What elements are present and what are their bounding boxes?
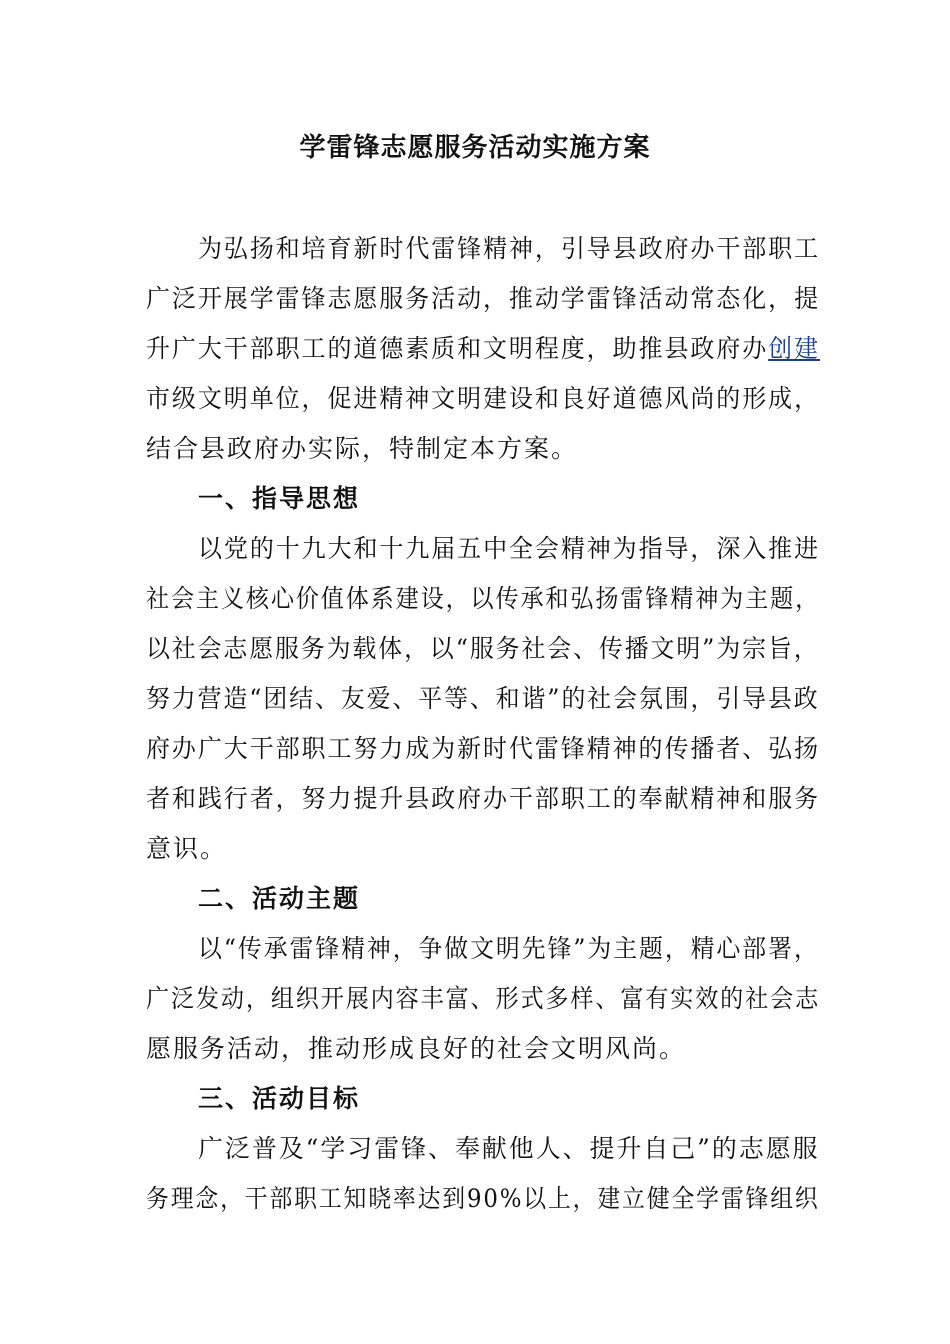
section-2-line-3: 愿服务活动，推动形成良好的社会文明风尚。 xyxy=(146,1034,687,1063)
section-2-line-2: 广泛发动，组织开展内容丰富、形式多样、富有实效的社会志 xyxy=(146,984,821,1013)
section-2-line-1: 以“传承雷锋精神，争做文明先锋”为主题，精心部署， xyxy=(198,934,820,963)
section-1-line-6: 者和践行者，努力提升县政府办干部职工的奉献精神和服务 xyxy=(146,784,821,813)
section-heading-guiding-ideology: 一、指导思想 xyxy=(198,484,361,513)
section-3-line-1: 广泛普及“学习雷锋、奉献他人、提升自己”的志愿服 xyxy=(198,1134,820,1163)
section-heading-activity-theme: 二、活动主题 xyxy=(198,884,361,913)
section-1-line-5: 府办广大干部职工努力成为新时代雷锋精神的传播者、弘扬 xyxy=(146,734,821,763)
intro-line-4: 市级文明单位，促进精神文明建设和良好道德风尚的形成， xyxy=(146,384,821,413)
intro-line-5: 结合县政府办实际，特制定本方案。 xyxy=(146,434,579,463)
document-title: 学雷锋志愿服务活动实施方案 xyxy=(299,133,651,163)
section-3-line-2: 务理念，干部职工知晓率达到90%以上，建立健全学雷锋组织 xyxy=(146,1184,820,1213)
section-heading-activity-goals: 三、活动目标 xyxy=(198,1084,361,1113)
section-1-line-2: 社会主义核心价值体系建设，以传承和弘扬雷锋精神为主题， xyxy=(146,584,821,613)
intro-line-2: 广泛开展学雷锋志愿服务活动，推动学雷锋活动常态化，提 xyxy=(146,284,821,313)
section-1-line-7: 意识。 xyxy=(146,834,228,863)
section-1-line-3: 以社会志愿服务为载体，以“服务社会、传播文明”为宗旨， xyxy=(146,634,820,663)
create-link[interactable]: 创建 xyxy=(768,334,821,363)
section-1-line-1: 以党的十九大和十九届五中全会精神为指导，深入推进 xyxy=(198,534,821,563)
intro-line-1: 为弘扬和培育新时代雷锋精神，引导县政府办干部职工 xyxy=(198,234,821,263)
intro-line-3-text: 升广大干部职工的道德素质和文明程度，助推县政府办 xyxy=(146,334,769,363)
intro-line-3 xyxy=(146,331,821,367)
section-1-line-4: 努力营造“团结、友爱、平等、和谐”的社会氛围，引导县政 xyxy=(146,684,820,713)
